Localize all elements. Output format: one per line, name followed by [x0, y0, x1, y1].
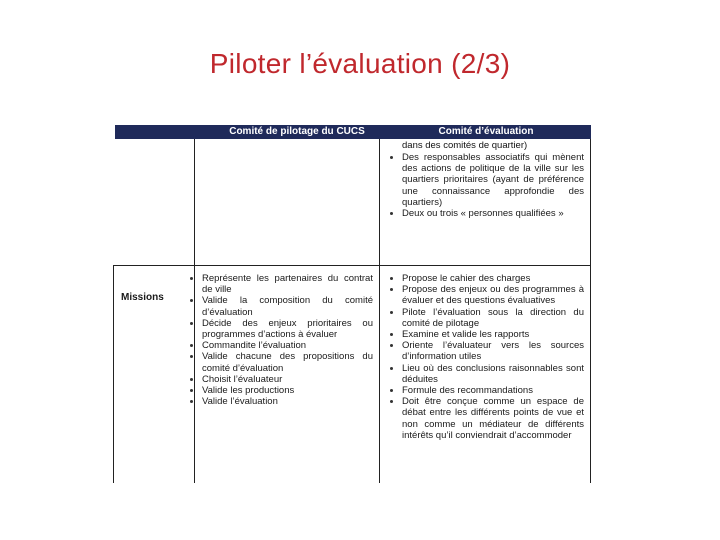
bullet-icon — [190, 355, 193, 358]
bullet-icon — [390, 288, 393, 291]
table-row-separator — [113, 265, 591, 266]
header-evaluation: Comité d’évaluation — [438, 126, 534, 137]
list-item: Doit être conçue comme un espace de débat entre les différents points de vue et non comme un médiateur de différents intérêts qu’il conviendrait d’accommoder — [402, 396, 584, 441]
list-item: Propose des enjeux ou des programmes à évaluer et des questions évaluatives — [402, 284, 584, 306]
list-item: Oriente l’évaluateur vers les sources d’information utiles — [402, 340, 584, 362]
bullet-icon — [390, 277, 393, 280]
bullet-icon — [390, 400, 393, 403]
list-item: Représente les partenaires du contrat de ville — [202, 273, 373, 295]
list-item: Valide chacune des propositions du comité d’évaluation — [202, 351, 373, 373]
list-item: Propose le cahier des charges — [402, 273, 584, 284]
list-item: Des responsables associatifs qui mènent des actions de politique de la ville sur les quartiers prioritaires (ayant de préférence une connaissance approfondie des quartiers) — [402, 152, 584, 208]
list-item: Valide les productions — [202, 385, 373, 396]
left-missions-list — [202, 273, 373, 407]
list-item: Pilote l’évaluation sous la direction du comité de pilotage — [402, 307, 584, 329]
bullet-icon — [190, 322, 193, 325]
bullet-icon — [190, 378, 193, 381]
missions-table — [113, 125, 591, 483]
bullet-icon — [190, 400, 193, 403]
continuation-text: dans des comités de quartier) — [402, 140, 528, 151]
table-border-right — [590, 139, 591, 483]
bullet-icon — [190, 389, 193, 392]
top-right-list — [402, 152, 584, 219]
slide-title: Piloter l’évaluation (2/3) — [209, 48, 511, 79]
bullet-icon — [390, 333, 393, 336]
list-item: Valide l’évaluation — [202, 396, 373, 407]
table-divider-1 — [194, 139, 195, 483]
list-item: Formule des recommandations — [402, 385, 584, 396]
table-border-left — [113, 265, 114, 483]
list-item: Lieu où des conclusions raisonnables sont déduites — [402, 363, 584, 385]
list-item: Choisit l’évaluateur — [202, 374, 373, 385]
bullet-icon — [190, 277, 193, 280]
table-header — [115, 125, 591, 139]
row-label-missions: Missions — [121, 292, 164, 303]
bullet-icon — [390, 344, 393, 347]
list-item: Commandite l’évaluation — [202, 340, 373, 351]
bullet-icon — [190, 299, 193, 302]
right-missions-list — [402, 273, 584, 441]
header-cucs: Comité de pilotage du CUCS — [229, 126, 365, 137]
bullet-icon — [390, 367, 393, 370]
bullet-icon — [390, 212, 393, 215]
bullet-icon — [190, 344, 193, 347]
bullet-icon — [390, 156, 393, 159]
bullet-icon — [390, 311, 393, 314]
table-divider-2 — [379, 139, 380, 483]
list-item: Décide des enjeux prioritaires ou programmes d’actions à évaluer — [202, 318, 373, 340]
list-item: Valide la composition du comité d’évaluation — [202, 295, 373, 317]
bullet-icon — [390, 389, 393, 392]
list-item: Examine et valide les rapports — [402, 329, 584, 340]
list-item: Deux ou trois « personnes qualifiées » — [402, 208, 584, 219]
